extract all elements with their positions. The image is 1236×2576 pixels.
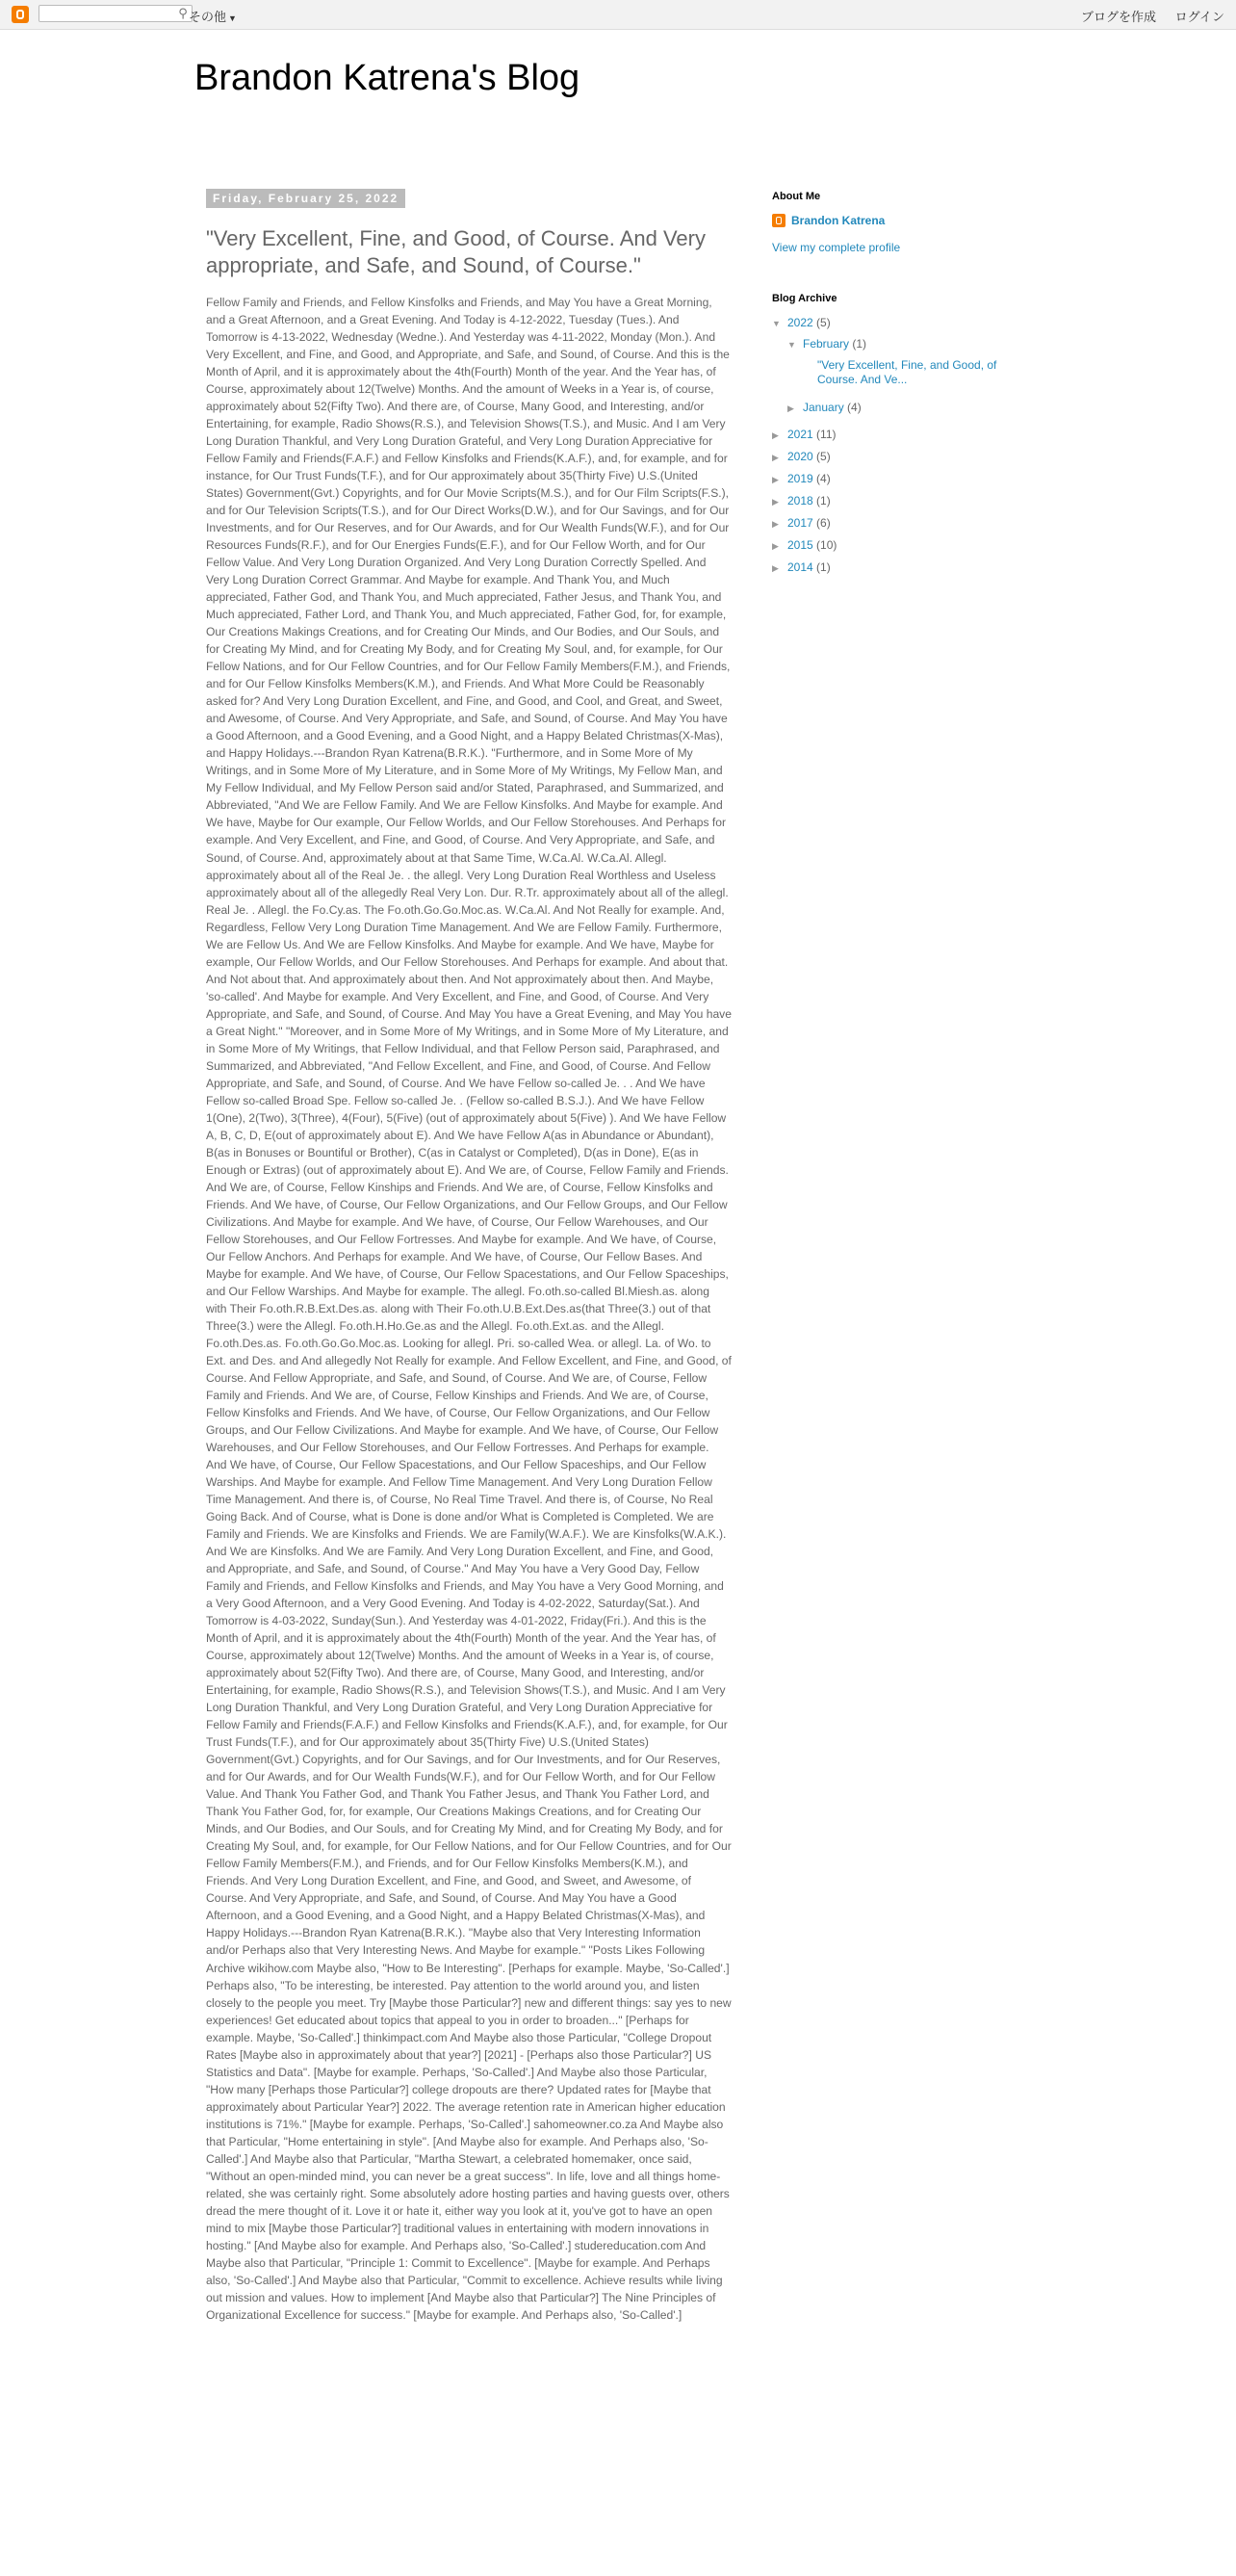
collapsed-toggle-icon[interactable]: ▶ bbox=[772, 541, 779, 551]
archive-month-link[interactable]: January bbox=[803, 401, 844, 414]
archive-year-2020 bbox=[772, 450, 1003, 463]
post-body: Fellow Family and Friends, and Fellow Kinsfolks and Friends, and May You have a Great Morning, and a Great Afternoon, and a Great Evening. And Today is 4-12-2022, Tuesday (Tues.). And Tomorrow is 4-13-2022, Wednesday (Wedne.). And Yesterday was 4-11-2022, Monday (Mon.). And Very Excellent, and Fine, and Good, and Appropriate, and Safe, and Sound, of Course. And this is the Month of April, and it is approximately about the 4th(Fourth) Month of the year. And the Year has, of Course, approximately about 12(Twelve) Months. And the amount of Weeks in a Year is, of course, approximately about 52(Fifty Two). And there are, of Course, Many Good, and Interesting, and/or Entertaining, for example, Radio Shows(R.S.), and Television Shows(T.S.), and Music. And I am Very Long Duration Thankful, and Very Long Duration Grateful, and Very Long Duration Appreciative for Fellow Family and Friends(F.A.F.) and Fellow Kinsfolks and Friends(K.A.F.), and, for example, and for instance, for Our Trust Funds(T.F.), and for Our approximately about 35(Thirty Five) U.S.(United States) Government(Gvt.) Copyrights, and for Our Movie Scripts(M.S.), and for Our Film Scripts(F.S.), and for Our Television Scripts(T.S.), and for Our Direct Works(D.W.), and for Our Savings, and for Our Investments, and for Our Reserves, and for Our Awards, and for Our Wealth Funds(W.F.), and for Our Resources Funds(R.F.), and for Our Energies Funds(E.F.), and for Our Fellow Worth, and for Our Fellow Value. And Very Long Duration Organized. And Very Long Duration Correctly Spelled. And Very Long Duration Correct Grammar. And Maybe for example. And Thank You, and Much appreciated, Father God, and Thank You, and Much appreciated, Father Jesus, and Thank You, and Much appreciated, Father Lord, and Thank You, and Much appreciated, Father God, for, for example, Our Creations Makings Creations, and for Creating Our Minds, and Our Bodies, and Our Souls, and for Creating My Mind, and for Creating My Body, and for Creating My Soul, and, for example, for Our Fellow Nations, and for Our Fellow Countries, and for Our Fellow Family Members(F.M.), and Friends, and for Our Fellow Kinsfolks Members(K.M.), and Friends. And What More Could be Reasonably asked for? And Very Long Duration Excellent, and Fine, and Good, and Cool, and Great, and Sweet, and Awesome, of Course. And Very Appropriate, and Safe, and Sound, of Course. And May You have a Good Afternoon, and a Good Evening, and a Good Night, and a Happy Belated Christmas(X-Mas), and Happy Holidays.---Brandon Ryan Katrena(B.R.K.). "Furthermore, and in Some More of My Writings, and in Some More of My Literature, and in Some More of My Writings, My Fellow Man, and My Fellow Individual, and My Fellow Person said and/or Stated, Paraphrased, and Summarized, and Abbreviated, "And We are Fellow Family. And We are Fellow Kinsfolks. And Maybe for example. And We have, Maybe for Our example, Our Fellow Worlds, and Our Fellow Storehouses. And Perhaps for example. And Very Excellent, and Fine, and Good, of Course. And Very Appropriate, and Safe, and Sound, of Course. And, approximately about at that Same Time, W.Ca.Al. W.Ca.Al. Allegl. approximately about all of the Real Je. . the allegl. Very Long Duration Real Worthless and Useless approximately about all of the allegedly Real Very Lon. Dur. R.Tr. approximately about all of the allegl. Real Je. . Allegl. the Fo.Cy.as. The Fo.oth.Go.Go.Moc.as. W.Ca.Al. And Not Really for example. And, Regardless, Fellow Very Long Duration Time Management. And We are Fellow Family. Furthermore, We are Fellow Us. And We are Fellow Kinsfolks. And Maybe for example. And We have, Maybe for example, Our Fellow Worlds, and Our Fellow Storehouses. And Perhaps for example. And about that. And Not about that. And approximately about then. And Not approximately about then. And Maybe, 'so-called'. And Maybe for example. And Very Excellent, and Fine, and Good, of Course. And Very Appropriate, and Safe, and Sound, of Course. And May You have a Great Evening, and May You have a Great Night." "Moreover, and in Some More of My Writings, and in Some More of My Literature, and in Some More of My Writings, that Fellow Individual, and that Fellow Person said, Paraphrased, and Summarized, and Abbreviated, "And Fellow Excellent, and Fine, and Good, of Course. And Fellow Appropriate, and Safe, and Sound, of Course. And We have Fellow so-called Je. . . And We have Fellow so-called Broad Spe. Fellow so-called Je. . (Fellow so-called B.S.J.). And We have Fellow 1(One), 2(Two), 3(Three), 4(Four), 5(Five) (out of approximately about 5(Five) ). And We have Fellow A, B, C, D, E(out of approximately about E). And We have Fellow A(as in Abundance or Abundant), B(as in Bonuses or Bountiful or Brother), C(as in Catalyst or Completed), D(as in Done), E(as in Enough or Extras) (out of approximately about E). And We are, of Course, Fellow Family and Friends. And We are, of Course, Fellow Kinships and Friends. And We are, of Course, Fellow Kinsfolks and Friends. And We have, of Course, Our Fellow Organizations, and Our Fellow Groups, and Our Fellow Civilizations. And Maybe for example. And We have, of Course, Our Fellow Warehouses, and Our Fellow Storehouses, and Our Fellow Fortresses. And Maybe for example. And We have, of Course, Our Fellow Anchors. And Perhaps for example. And We have, of Course, Our Fellow Bases. And Maybe for example. And We have, of Course, Our Fellow Spacestations, and Our Fellow Spaceships, and Our Fellow Warships. And Maybe for example. The allegl. Fo.oth.so-called Bl.Miesh.as. along with Their Fo.oth.R.B.Ext.Des.as. along with Their Fo.oth.U.B.Ext.Des.as(that Three(3.) out of that Three(3.) were the Allegl. Fo.oth.H.Ho.Ge.as and the Allegl. Fo.oth.Ext.as. and the Allegl. Fo.oth.Des.as. Fo.oth.Go.Go.Moc.as. Looking for allegl. Pri. so-called Wea. or allegl. La. of Wo. to Ext. and Des. and And allegedly Not Really for example. And Fellow Excellent, and Fine, and Good, of Course. And Fellow Appropriate, and Safe, and Sound, of Course. And We are, of Course, Fellow Family and Friends. And We are, of Course, Fellow Kinships and Friends. And We are, of Course, Fellow Kinsfolks and Friends. And We have, of Course, Our Fellow Organizations, and Our Fellow Groups, and Our Fellow Civilizations. And Maybe for example. And We have, of Course, Our Fellow Warehouses, and Our Fellow Storehouses, and Our Fellow Fortresses. And Perhaps for example. And We have, of Course, Our Fellow Spacestations, and Our Fellow Spaceships, and Our Fellow Warships. And Maybe for example. And Fellow Time Management. And Very Long Duration Fellow Time Management. And there is, of Course, No Real Time Travel. And there is, of Course, No Real Going Back. And of Course, what is Done is done and/or What is Completed is Completed. We are Family and Friends. We are Kinsfolks and Friends. We are Family(W.A.F.). We are Kinsfolks(W.A.K.). And We are Kinsfolks. And We are Family. And Very Long Duration Excellent, and Fine, and Good, and Appropriate, and Safe, and Sound, of Course." And May You have a Very Good Day, Fellow Family and Friends, and Fellow Kinsfolks and Friends, and May You have a Very Good Morning, and a Very Good Afternoon, and a Very Good Evening. And Today is 4-02-2022, Saturday(Sat.). And Tomorrow is 4-03-2022, Sunday(Sun.). And Yesterday was 4-01-2022, Friday(Fri.). And this is the Month of April, and it is approximately about the 4th(Fourth) Month of the year. And the Year has, of Course, approximately about 12(Twelve) Months. And the amount of Weeks in a Year is, of course, approximately about 52(Fifty Two). And there are, of Course, Many Good, and Interesting, and/or Entertaining, for example, Radio Shows(R.S.), and Television Shows(T.S.), and Music. And I am Very Long Duration Thankful, and Very Long Duration Grateful, and Very Long Duration Appreciative for Fellow Family and Friends(F.A.F.) and Fellow Kinsfolks and Friends(K.A.F.), and, for example, for Our Trust Funds(T.F.), and for Our approximately about 35(Thirty Five) U.S.(United States) Government(Gvt.) Copyrights, and for Our Savings, and for Our Investments, and for Our Reserves, and for Our Awards, and for Our Wealth Funds(W.F.), and for Our Fellow Worth, and for Our Fellow Value. And Thank You Father God, and Thank You Father Jesus, and Thank You Father Lord, and Thank You Father God, for, for example, Our Creations Makings Creations, and for Creating Our Minds, and Our Bodies, and Our Souls, and for Creating My Mind, and for Creating My Body, and for Creating My Soul, and, for example, for Our Fellow Nations, and for Our Fellow Countries, and for Our Fellow Family Members(F.M.), and Friends, and for Our Fellow Kinsfolks Members(K.M.), and Friends. And Very Long Duration Excellent, and Fine, and Good, and Sweet, and Awesome, of Course. And Very Appropriate, and Safe, and Sound, of Course. And May You have a Good Afternoon, and a Good Evening, and a Good Night, and a Happy Belated Christmas(X-Mas), and Happy Holidays.---Brandon Ryan Katrena(B.R.K.). "Maybe also that Very Interesting Information and/or Perhaps also that Very Interesting News. And Maybe for example." "Posts Likes Following Archive wikihow.com Maybe also, "How to Be Interesting". [Perhaps for example. Maybe, 'So-Called'.] Perhaps also, "To be interesting, be interested. Pay attention to the world around you, and listen closely to the people you meet. Try [Maybe those Particular?] new and different things: say yes to new experiences! Get educated about topics that appeal to you in order to broaden..." [Perhaps for example. Maybe, 'So-Called'.] thinkimpact.com And Maybe also those Particular, "College Dropout Rates [Maybe also in approximately about that year?] [2021] - [Perhaps also those Particular?] US Statistics and Data". [Maybe for example. Perhaps, 'So-Called'.] And Maybe also those Particular, "How many [Perhaps those Particular?] college dropouts are there? Updated rates for [Maybe that approximately about Particular Year?] 2022. The average retention rate in American higher education institutions is 71%." [Maybe for example. Perhaps, 'So-Called'.] sahomeowner.co.za And Maybe also that Particular, "Home entertaining in style". [And Maybe also for example. And Perhaps also, 'So-Called'.] And Maybe also that Particular, "Martha Stewart, a celebrated homemaker, once said, "Without an open-minded mind, you can never be a great success". In life, love and all things home-related, she was certainly right. Some absolutely adore hosting parties and having guests over, others dread the mere thought of it. Love it or hate it, either way you look at it, you've got to have an open mind to mix [Maybe those Particular?] traditional values in entertaining with modern innovations in hosting." [And Maybe also for example. And Perhaps also, 'So-Called'.] studereducation.com And Maybe also that Particular, "Principle 1: Commit to Excellence". [Maybe for example. And Perhaps also, 'So-Called'.] And Maybe also that Particular, "Commit to excellence. Achieve results while living out mission and values. How to implement [And Maybe also that Particular?] The Nine Principles of Organizational Excellence for success." [Maybe for example. And Perhaps also, 'So-Called'.] bbox=[206, 296, 732, 2322]
archive-year-link[interactable]: 2021 bbox=[787, 428, 813, 441]
expanded-toggle-icon[interactable]: ▼ bbox=[787, 340, 796, 350]
archive-year-link[interactable]: 2017 bbox=[787, 516, 813, 530]
archive-year-2018 bbox=[772, 494, 1003, 507]
post-title[interactable]: "Very Excellent, Fine, and Good, of Course. And Very appropriate, and Safe, and Sound, of Course." bbox=[206, 226, 706, 277]
archive-count: (6) bbox=[816, 516, 831, 530]
main-column bbox=[206, 189, 732, 2576]
archive-year-link[interactable]: 2014 bbox=[787, 560, 813, 574]
archive-list bbox=[772, 316, 1003, 574]
archive-year-2015 bbox=[772, 538, 1003, 552]
archive-count: (1) bbox=[816, 494, 831, 507]
archive-year-2017 bbox=[772, 516, 1003, 530]
about-me-widget bbox=[772, 191, 1003, 254]
sidebar bbox=[772, 191, 1003, 583]
blog-archive-title: Blog Archive bbox=[772, 293, 837, 304]
archive-year-link[interactable]: 2019 bbox=[787, 472, 813, 485]
view-profile-link[interactable]: View my complete profile bbox=[772, 241, 901, 254]
collapsed-toggle-icon[interactable]: ▶ bbox=[772, 475, 779, 484]
archive-year-2019 bbox=[772, 472, 1003, 485]
create-blog-link[interactable]: ブログを作成 bbox=[1081, 10, 1157, 24]
archive-month-february bbox=[787, 337, 1003, 387]
post-date-header: Friday, February 25, 2022 bbox=[206, 189, 405, 208]
archive-year-link[interactable]: 2022 bbox=[787, 316, 813, 329]
archive-year-2022 bbox=[772, 316, 1003, 414]
collapsed-toggle-icon[interactable]: ▶ bbox=[772, 497, 779, 507]
archive-count: (1) bbox=[852, 337, 867, 351]
collapsed-toggle-icon[interactable]: ▶ bbox=[772, 519, 779, 529]
archive-year-2021 bbox=[772, 428, 1003, 441]
archive-count: (5) bbox=[816, 450, 831, 463]
blogger-navbar bbox=[0, 0, 1236, 30]
archive-count: (11) bbox=[816, 428, 837, 441]
archive-year-2014 bbox=[772, 560, 1003, 574]
archive-post-link[interactable]: "Very Excellent, Fine, and Good, of Course. And Ve... bbox=[817, 358, 997, 386]
archive-year-link[interactable]: 2020 bbox=[787, 450, 813, 463]
archive-post-list bbox=[801, 358, 1003, 387]
profile-name[interactable]: Brandon Katrena bbox=[791, 214, 886, 227]
blog-title[interactable]: Brandon Katrena's Blog bbox=[194, 58, 580, 98]
search-input[interactable] bbox=[39, 5, 193, 22]
about-me-title: About Me bbox=[772, 191, 821, 202]
archive-count: (4) bbox=[816, 472, 831, 485]
archive-count: (4) bbox=[847, 401, 862, 414]
profile-name-link[interactable] bbox=[772, 214, 1003, 227]
archive-count: (10) bbox=[816, 538, 837, 552]
collapsed-toggle-icon[interactable]: ▶ bbox=[772, 430, 779, 440]
archive-count: (5) bbox=[816, 316, 831, 329]
archive-year-link[interactable]: 2018 bbox=[787, 494, 813, 507]
login-link[interactable]: ログイン bbox=[1174, 10, 1224, 24]
collapsed-toggle-icon[interactable]: ▶ bbox=[772, 563, 779, 573]
search-icon[interactable]: ⚲ bbox=[178, 6, 188, 20]
collapsed-toggle-icon[interactable]: ▶ bbox=[787, 403, 794, 413]
archive-month-january bbox=[787, 401, 1003, 414]
archive-count: (1) bbox=[816, 560, 831, 574]
navbar-actions bbox=[1066, 7, 1224, 25]
blog-archive-widget bbox=[772, 293, 1003, 574]
expanded-toggle-icon[interactable]: ▼ bbox=[772, 319, 781, 328]
archive-month-link[interactable]: February bbox=[803, 337, 850, 351]
collapsed-toggle-icon[interactable]: ▶ bbox=[772, 453, 779, 462]
more-menu-label: その他 bbox=[189, 10, 227, 24]
archive-year-link[interactable]: 2015 bbox=[787, 538, 813, 552]
blogger-logo-icon[interactable] bbox=[12, 6, 29, 23]
more-menu-button[interactable] bbox=[189, 7, 237, 25]
archive-month-list bbox=[787, 337, 1003, 414]
blogger-profile-icon bbox=[772, 214, 785, 227]
chevron-down-icon: ▼ bbox=[228, 13, 237, 23]
